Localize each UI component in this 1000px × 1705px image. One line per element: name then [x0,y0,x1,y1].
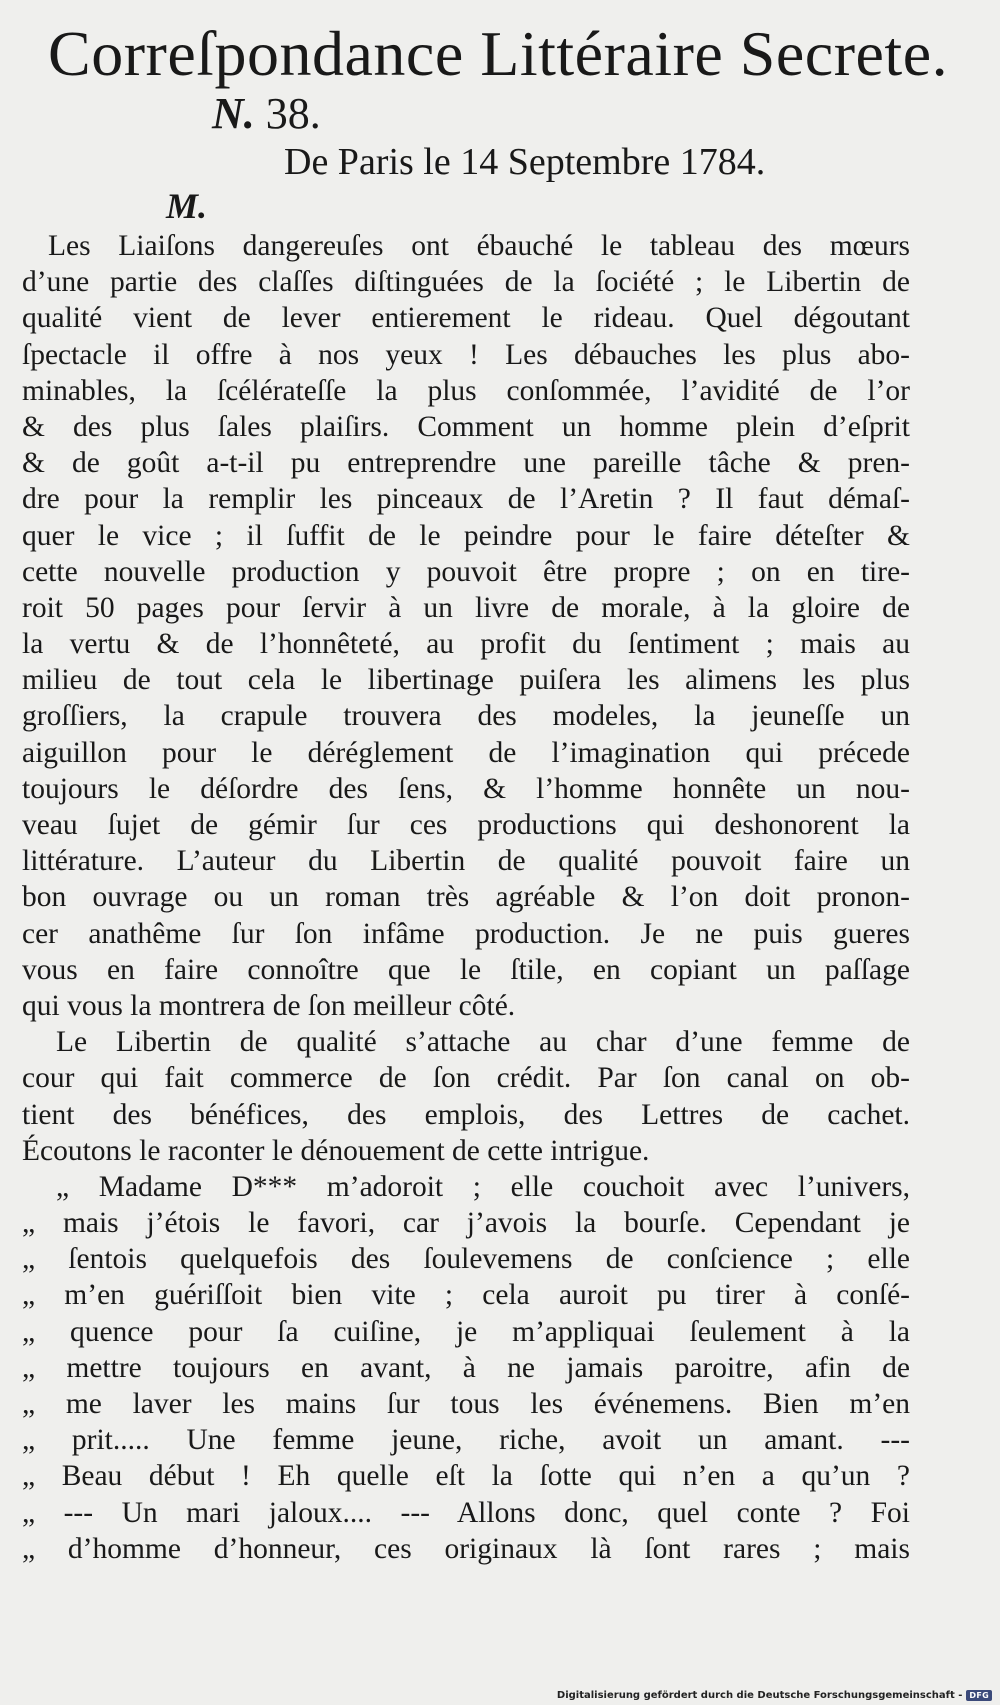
text-line: „ Madame D*** m’adoroit ; elle couchoit avec l’univers, [56,1170,910,1203]
text-line: „ Beau début ! Eh quelle eſt la ſotte qui n’en a qu’un ? [22,1460,910,1493]
issue-number [212,89,321,138]
text-line: ſpectacle il offre à nos yeux ! Les débauches les plus abo- [22,338,910,371]
text-line: qualité vient de lever entierement le rideau. Quel dégoutant [22,302,910,335]
text-line: quer le vice ; il ſuffit de le peindre pour le faire déteſter & [22,519,910,552]
credit-text: Digitalisierung gefördert durch die Deutsche Forschungsgemeinschaft - [556,1690,963,1701]
article-body [22,228,910,1567]
issue-value: 38. [265,89,321,138]
text-line: Les Liaiſons dangereuſes ont ébauché le tableau des mœurs [48,230,910,262]
text-line: cette nouvelle production y pouvoit être propre ; on en tire- [22,555,910,588]
text-line: minables, la ſcélérateſſe la plus conſommée, l’avidité de l’or [22,374,910,407]
dfg-logo: DFG [966,1690,992,1701]
text-line: „ mettre toujours en avant, à ne jamais paroitre, afin de [22,1351,910,1384]
text-line: la vertu & de l’honnêteté, au profit du ſentiment ; mais au [22,628,910,661]
text-line: „ quence pour ſa cuiſine, je m’appliquai ſeulement à la [22,1315,910,1348]
text-line: d’une partie des claſſes diſtinguées de la ſociété ; le Libertin de [22,266,910,299]
text-line: littérature. L’auteur du Libertin de qualité pouvoit faire un [22,845,910,878]
periodical-title: Correſpondance Littéraire Secrete. [48,18,949,89]
text-line: „ me laver les mains ſur tous les événemens. Bien m’en [22,1388,910,1420]
text-line: cour qui fait commerce de ſon crédit. Par ſon canal on ob- [22,1062,910,1095]
text-line: „ m’en guériſſoit bien vite ; cela auroit pu tirer à conſé- [22,1279,910,1312]
text-line: roit 50 pages pour ſervir à un livre de morale, à la gloire de [22,591,910,624]
text-line: groſſiers, la crapule trouvera des modeles, la jeuneſſe un [22,700,910,733]
text-line: „ ſentois quelquefois des ſoulevemens de conſcience ; elle [22,1243,910,1276]
text-line: Écoutons le raconter le dénouement de cette intrigue. [22,1134,650,1167]
text-line: „ mais j’étois le favori, car j’avois la bourſe. Cependant je [22,1207,910,1240]
text-line: dre pour la remplir les pinceaux de l’Aretin ? Il faut démaſ- [22,483,910,516]
text-line: vous en faire connoître que le ſtile, en copiant un paſſage [22,953,910,986]
text-line: bon ouvrage ou un roman très agréable & l’on doit pronon- [22,881,910,914]
text-line: cer anathême ſur ſon infâme production. Je ne puis gueres [22,917,910,950]
text-line: qui vous la montrera de ſon meilleur côté. [22,989,516,1022]
dateline: De Paris le 14 Septembre 1784. [284,141,766,183]
text-line: „ prit..... Une femme jeune, riche, avoit un amant. --- [22,1424,910,1457]
issue-label: N. [212,89,255,138]
text-line: Le Libertin de qualité s’attache au char d’une femme de [56,1026,910,1059]
text-line: tient des bénéfices, des emplois, des Lettres de cachet. [22,1098,910,1131]
digitization-credit [557,1690,992,1701]
text-line: milieu de tout cela le libertinage puiſera les alimens les plus [22,664,910,697]
salutation: M. [166,186,208,226]
text-line: „ d’homme d’honneur, ces originaux là ſont rares ; mais [22,1532,910,1565]
text-line: aiguillon pour le déréglement de l’imagination qui précede [22,736,910,769]
text-line: & de goût a-t-il pu entreprendre une pareille tâche & pren- [22,447,910,480]
text-line: veau ſujet de gémir ſur ces productions qui deshonorent la [22,809,910,841]
text-line: & des plus ſales plaiſirs. Comment un homme plein d’eſprit [22,410,910,443]
text-line: „ --- Un mari jaloux.... --- Allons donc, quel conte ? Foi [22,1496,910,1529]
text-line: toujours le déſordre des ſens, & l’homme honnête un nou- [22,772,910,805]
